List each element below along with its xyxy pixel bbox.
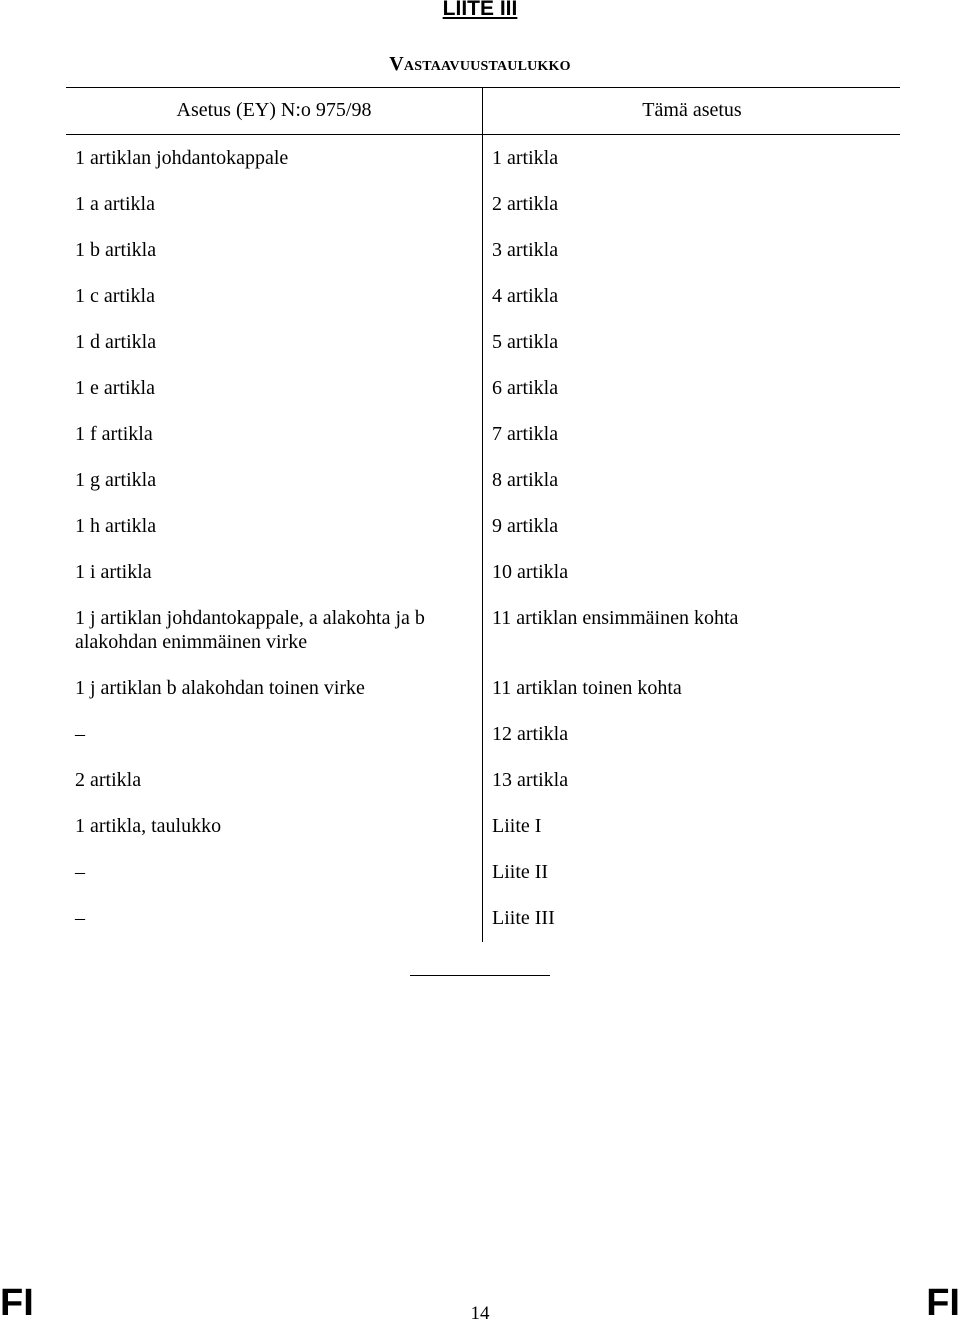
annex-title: LIITE III (442, 0, 518, 20)
cell-old-regulation: 1 j artiklan b alakohdan toinen virke (75, 677, 365, 699)
table-row (66, 422, 900, 446)
table-row (66, 192, 900, 216)
cell-this-regulation: Liite I (492, 815, 542, 837)
cell-this-regulation: 10 artikla (492, 561, 569, 583)
table-row (66, 468, 900, 492)
cell-this-regulation: 4 artikla (492, 285, 559, 307)
table-row (66, 814, 900, 838)
cell-this-regulation: 1 artikla (492, 147, 559, 169)
cell-old-regulation: 1 h artikla (75, 515, 157, 537)
table-row (66, 376, 900, 400)
cell-old-regulation: 1 a artikla (75, 193, 155, 215)
table-row (66, 860, 900, 884)
end-of-document-line (410, 975, 550, 976)
cell-this-regulation: 13 artikla (492, 769, 569, 791)
cell-this-regulation: 5 artikla (492, 331, 559, 353)
cell-this-regulation: 11 artiklan ensimmäinen kohta (492, 607, 739, 629)
table-row (66, 238, 900, 262)
cell-old-regulation: 1 artiklan johdantokappale (75, 147, 289, 169)
cell-this-regulation: 12 artikla (492, 723, 569, 745)
footer-language-code-left: FI (0, 1282, 34, 1324)
correlation-table-body (66, 146, 900, 952)
cell-this-regulation: 11 artiklan toinen kohta (492, 677, 682, 699)
table-row (66, 676, 900, 700)
table-row (66, 284, 900, 308)
cell-old-regulation: 1 g artikla (75, 469, 157, 491)
cell-old-regulation: 1 b artikla (75, 239, 157, 261)
cell-old-regulation: 1 j artiklan johdantokappale, a alakohta ja b alakohdan enimmäinen virke (75, 607, 425, 653)
table-row (66, 330, 900, 354)
footer-language-code-right: FI (926, 1282, 960, 1324)
table-top-border (66, 87, 900, 88)
table-row (66, 514, 900, 538)
column-header-old-regulation: Asetus (EY) N:o 975/98 (176, 99, 372, 121)
cell-old-regulation: 1 f artikla (75, 423, 153, 445)
cell-this-regulation: 6 artikla (492, 377, 559, 399)
cell-old-regulation: 1 i artikla (75, 561, 152, 583)
cell-old-regulation: 1 artikla, taulukko (75, 815, 222, 837)
cell-old-regulation: 1 e artikla (75, 377, 155, 399)
table-title: Vastaavuustaulukko (389, 53, 571, 75)
table-row (66, 768, 900, 792)
cell-this-regulation: 2 artikla (492, 193, 559, 215)
cell-old-regulation: – (75, 861, 85, 883)
cell-this-regulation: Liite II (492, 861, 549, 883)
cell-old-regulation: 1 d artikla (75, 331, 157, 353)
table-row (66, 606, 900, 654)
header-bottom-border (66, 134, 900, 135)
cell-old-regulation: 2 artikla (75, 769, 142, 791)
table-row (66, 146, 900, 170)
cell-this-regulation: 7 artikla (492, 423, 559, 445)
table-row (66, 560, 900, 584)
cell-old-regulation: – (75, 723, 85, 745)
cell-this-regulation: 8 artikla (492, 469, 559, 491)
page-number: 14 (470, 1303, 490, 1324)
cell-old-regulation: – (75, 907, 85, 929)
cell-this-regulation: 9 artikla (492, 515, 559, 537)
table-row (66, 906, 900, 930)
cell-old-regulation: 1 c artikla (75, 285, 155, 307)
cell-this-regulation: Liite III (492, 907, 555, 929)
column-header-this-regulation: Tämä asetus (642, 99, 742, 121)
cell-this-regulation: 3 artikla (492, 239, 559, 261)
table-row (66, 722, 900, 746)
